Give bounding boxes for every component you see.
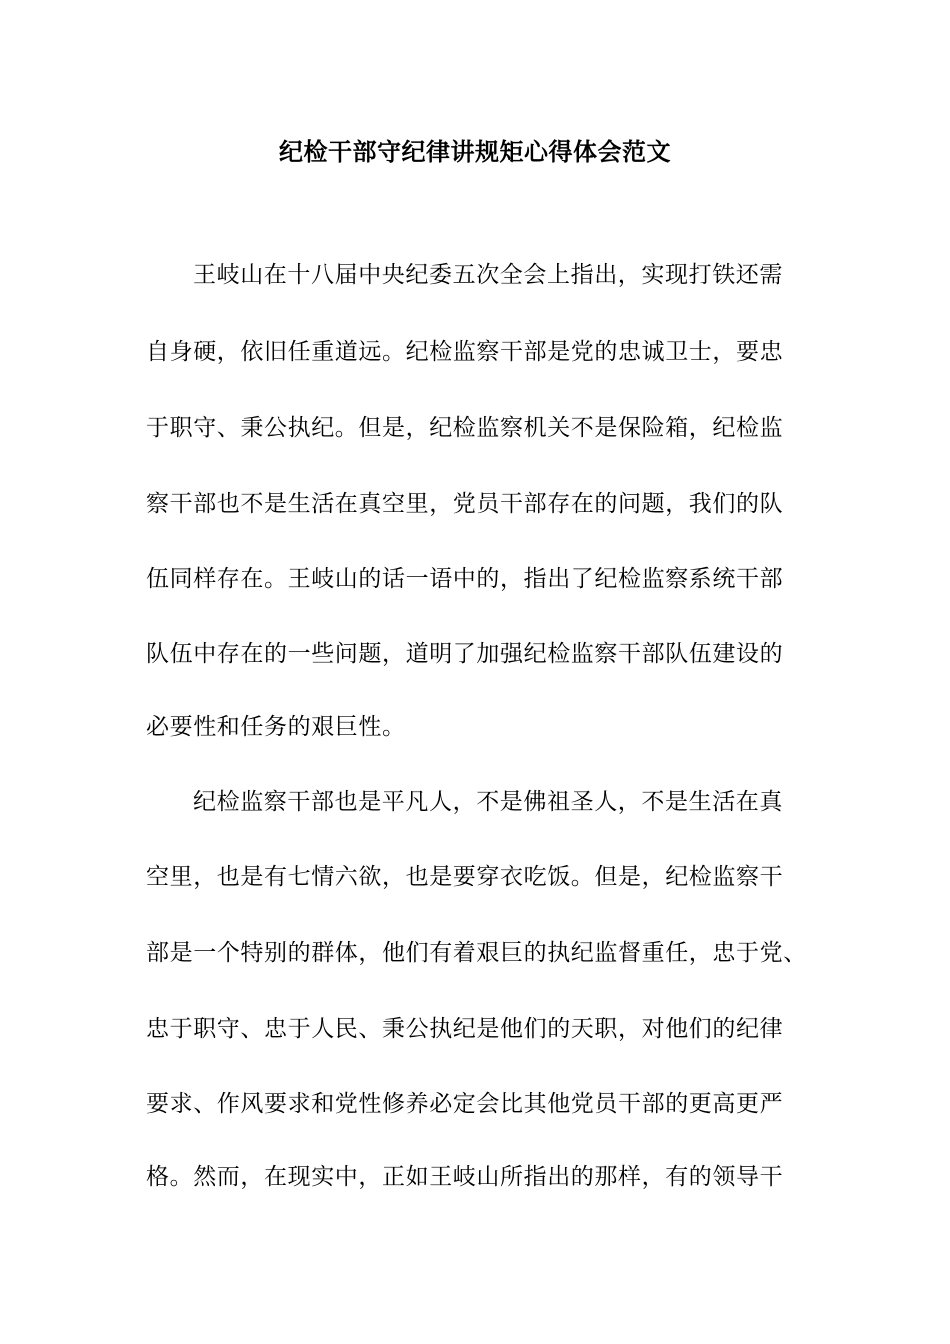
document-title: 纪检干部守纪律讲规矩心得体会范文: [279, 137, 671, 166]
paragraph-line: 察干部也不是生活在真空里，党员干部存在的问题，我们的队: [146, 491, 784, 517]
paragraph-line: 格。然而，在现实中，正如王岐山所指出的那样，有的领导干: [146, 1164, 784, 1190]
paragraph-line: 空里，也是有七情六欲，也是要穿衣吃饭。但是，纪检监察干: [146, 864, 784, 890]
paragraph-line: 王岐山在十八届中央纪委五次全会上指出，实现打铁还需: [193, 262, 783, 288]
paragraph-line: 忠于职守、忠于人民、秉公执纪是他们的天职，对他们的纪律: [146, 1016, 784, 1042]
paragraph-line: 于职守、秉公执纪。但是，纪检监察机关不是保险箱，纪检监: [146, 415, 784, 441]
paragraph-line: 部是一个特别的群体，他们有着艰巨的执纪监督重任，忠于党、: [146, 940, 807, 966]
paragraph-line: 纪检监察干部也是平凡人，不是佛祖圣人，不是生活在真: [193, 789, 783, 815]
paragraph-line: 要求、作风要求和党性修养必定会比其他党员干部的更高更严: [146, 1091, 784, 1117]
paragraph-line: 伍同样存在。王岐山的话一语中的，指出了纪检监察系统干部: [146, 566, 784, 592]
paragraph-line: 自身硬，依旧任重道远。纪检监察干部是党的忠诚卫士，要忠: [146, 339, 784, 365]
paragraph-line: 必要性和任务的艰巨性。: [146, 714, 406, 740]
paragraph-line: 队伍中存在的一些问题，道明了加强纪检监察干部队伍建设的: [146, 641, 784, 667]
